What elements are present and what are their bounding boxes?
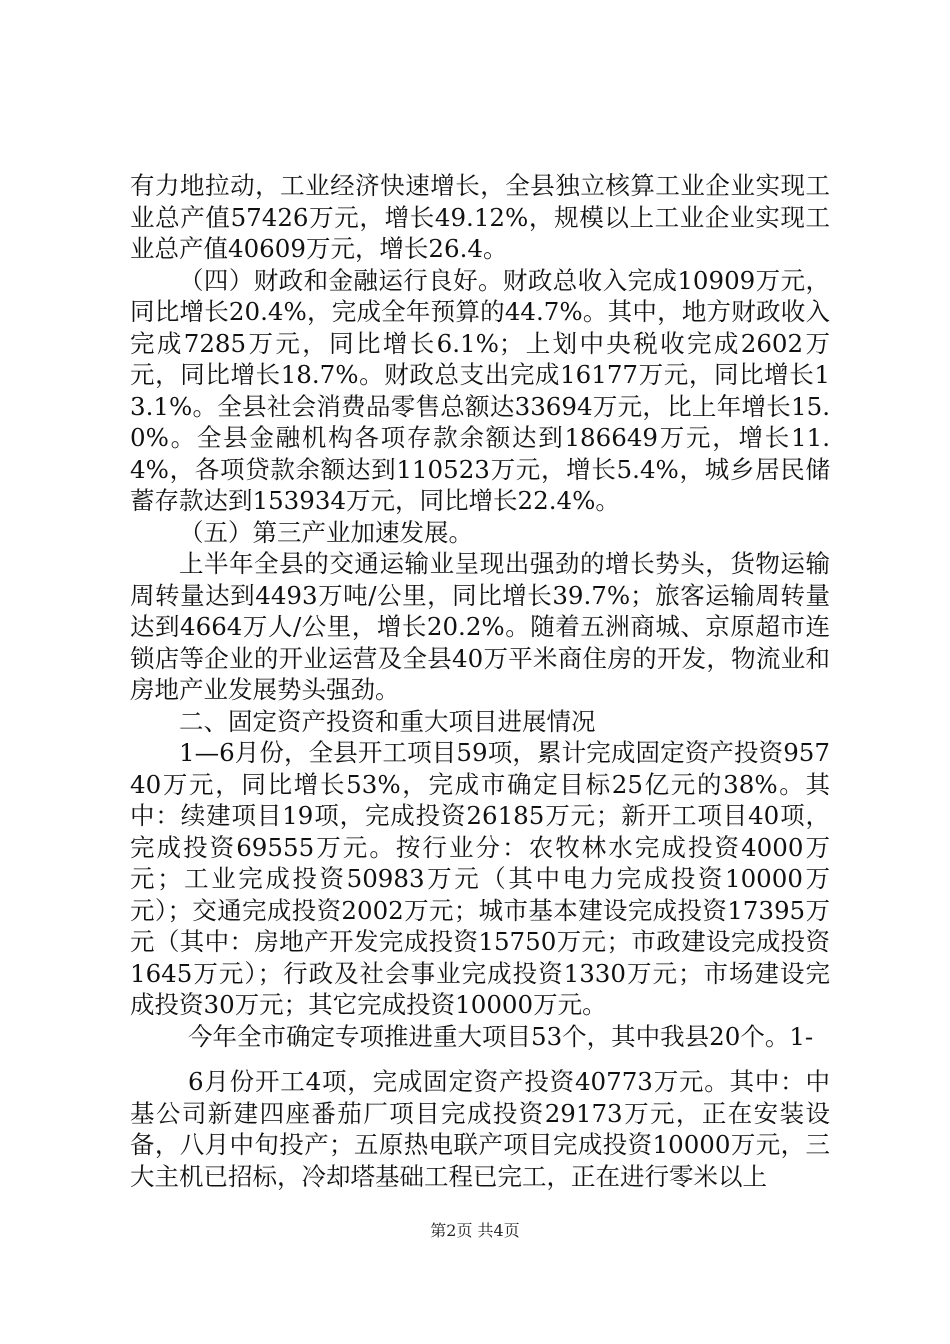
paragraph-investment: 1—6月份，全县开工项目59项，累计完成固定资产投资95740万元，同比增长53%，完成市确定目标25亿元的38%。其中：续建项目19项，完成投资26185万元；新开工项目40项，完成投资69555万元。按行业分：农牧林水完成投资4000万元；工业完成投资50983万元（其中电力完成投资10000万元）；交通完成投资2002万元；城市基本建设完成投资17395万元（其中：房地产开发完成投资15750万元；市政建设完成投资1645万元）；行政及社会事业完成投资1330万元；市场建设完成投资30万元；其它完成投资10000万元。 [130, 738, 830, 1019]
paragraph-project-progress: 6月份开工4项，完成固定资产投资40773万元。其中：中基公司新建四座番茄厂项目完成投资29173万元，正在安装设备，八月中旬投产；五原热电联产项目完成投资10000万元，三大主机已招标，冷却塔基础工程已完工，正在进行零米以上 [130, 1067, 830, 1191]
document-body [130, 170, 830, 1192]
page-number-footer: 第2页 共4页 [430, 1221, 520, 1240]
paragraph-tertiary-heading: （五）第三产业加速发展。 [179, 517, 473, 547]
paragraph-industry: 有力地拉动，工业经济快速增长，全县独立核算工业企业实现工业总产值57426万元，增长49.12%，规模以上工业企业实现工业总产值40609万元，增长26.4。 [130, 171, 830, 263]
paragraph-transport: 上半年全县的交通运输业呈现出强劲的增长势头，货物运输周转量达到4493万吨/公里，同比增长39.7%；旅客运输周转量达到4664万人/公里，增长20.2%。随着五洲商城、京原超市连锁店等企业的开业运营及全县40万平米商住房的开发，物流业和房地产业发展势头强劲。 [130, 549, 830, 704]
section-heading-investment: 二、固定资产投资和重大项目进展情况 [179, 706, 596, 736]
paragraph-spacer [130, 1052, 830, 1066]
paragraph-finance: （四）财政和金融运行良好。财政总收入完成10909万元，同比增长20.4%，完成全年预算的44.7%。其中，地方财政收入完成7285万元，同比增长6.1%；上划中央税收完成2602万元，同比增长18.7%。财政总支出完成16177万元，同比增长13.1%。全县社会消费品零售总额达33694万元，比上年增长15.0%。全县金融机构各项存款余额达到186649万元，增长11.4%，各项贷款余额达到110523万元，增长5.4%，城乡居民储蓄存款达到153934万元，同比增长22.4%。 [130, 265, 830, 515]
paragraph-major-projects: 今年全市确定专项推进重大项目53个，其中我县20个。1- [188, 1021, 814, 1051]
